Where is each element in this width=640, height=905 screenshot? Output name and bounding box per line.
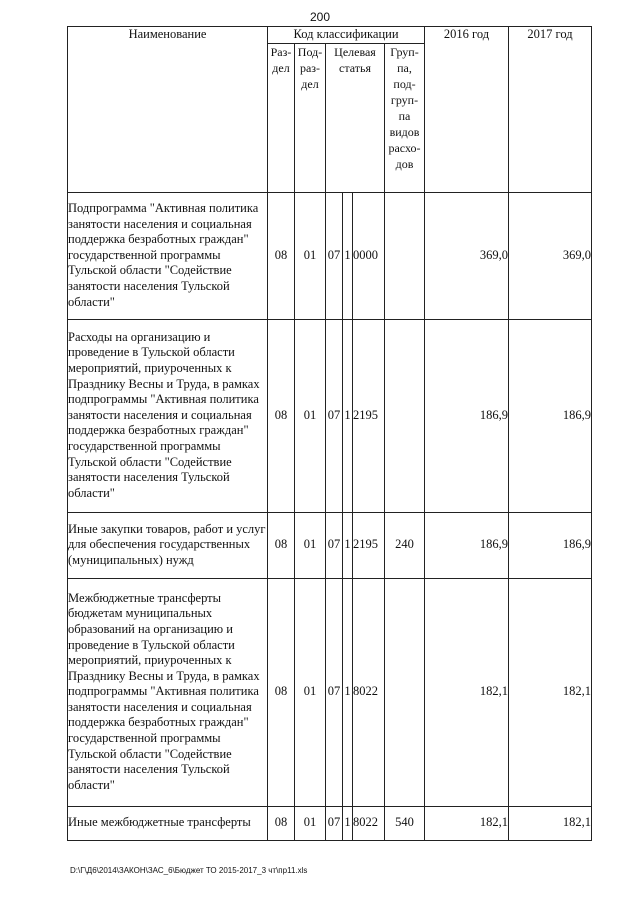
row-expense-group [385,192,425,319]
row-target-part1: 07 [326,319,343,512]
row-subsection: 01 [295,578,326,806]
row-amount-2016: 182,1 [425,578,509,806]
row-section: 08 [268,806,295,840]
row-target-part2: 1 [343,806,353,840]
table-row [68,192,592,319]
file-path-footer: D:\Г\Д6\2014\ЗАКОН\ЗАС_6\Бюджет ТО 2015-2017_3 чт\пр11.xls [70,866,308,875]
row-name: Иные закупки товаров, работ и услуг для обеспечения государственных (муниципальных) нужд [68,512,268,578]
row-section: 08 [268,192,295,319]
row-target-part3: 2195 [353,512,385,578]
row-subsection: 01 [295,512,326,578]
row-amount-2016: 182,1 [425,806,509,840]
row-expense-group: 240 [385,512,425,578]
table-row [68,578,592,806]
budget-table [67,26,592,841]
row-expense-group [385,578,425,806]
header-year-2017: 2017 год [509,27,592,193]
row-name: Подпрограмма "Активная политика занятости населения и социальная поддержка безработных граждан" государственной программы Тульской области "Содействие занятости населения Тульской области" [68,192,268,319]
row-target-part1: 07 [326,192,343,319]
row-target-part2: 1 [343,512,353,578]
row-amount-2017: 186,9 [509,319,592,512]
header-name: Наименование [68,27,268,193]
row-target-part3: 8022 [353,578,385,806]
row-amount-2016: 369,0 [425,192,509,319]
row-target-part3: 8022 [353,806,385,840]
row-expense-group: 540 [385,806,425,840]
row-name: Иные межбюджетные трансферты [68,806,268,840]
header-target-article: Целевая статья [326,43,385,192]
table-row [68,806,592,840]
row-amount-2017: 186,9 [509,512,592,578]
row-target-part2: 1 [343,192,353,319]
row-target-part3: 0000 [353,192,385,319]
row-target-part1: 07 [326,512,343,578]
row-name: Межбюджетные трансферты бюджетам муниципальных образований на организацию и проведение в Тульской области мероприятий, приуроченных к Празднику Весны и Труда, в рамках подпрограммы "Активная политика занятости населения и социальная поддержка безработных граждан" государственной программы Тульской области "Содействие занятости населения Тульской области" [68,578,268,806]
page-number: 200 [309,10,331,24]
header-subsection: Под- раз- дел [295,43,326,192]
row-amount-2017: 182,1 [509,578,592,806]
row-target-part2: 1 [343,319,353,512]
row-amount-2017: 182,1 [509,806,592,840]
row-section: 08 [268,319,295,512]
row-expense-group [385,319,425,512]
row-subsection: 01 [295,319,326,512]
row-amount-2017: 369,0 [509,192,592,319]
header-year-2016: 2016 год [425,27,509,193]
row-section: 08 [268,512,295,578]
row-target-part3: 2195 [353,319,385,512]
row-subsection: 01 [295,806,326,840]
table-row [68,512,592,578]
header-code-group: Код классификации [268,27,425,44]
row-target-part1: 07 [326,806,343,840]
row-subsection: 01 [295,192,326,319]
row-target-part2: 1 [343,578,353,806]
table-row [68,319,592,512]
header-section: Раз- дел [268,43,295,192]
row-amount-2016: 186,9 [425,319,509,512]
row-name: Расходы на организацию и проведение в Тульской области мероприятий, приуроченных к Празднику Весны и Труда, в рамках подпрограммы "Активная политика занятости населения и социальная поддержка безработных граждан" государственной программы Тульской области "Содействие занятости населения Тульской области" [68,319,268,512]
row-target-part1: 07 [326,578,343,806]
row-amount-2016: 186,9 [425,512,509,578]
row-section: 08 [268,578,295,806]
header-expense-group: Груп- па, под- груп- па видов расхо- дов [385,43,425,192]
